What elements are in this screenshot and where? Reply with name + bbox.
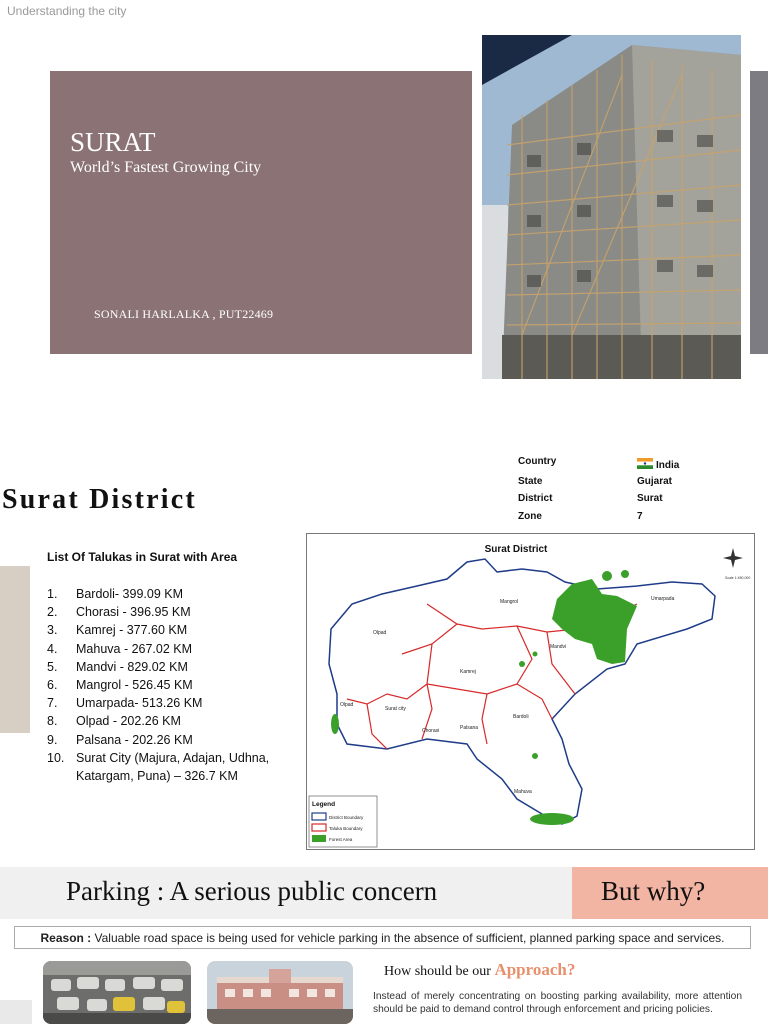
parking-heading: Parking : A serious public concern [66,876,438,906]
legend-label-forest: Forest Area [329,837,353,842]
list-item-number: 9. [47,732,58,747]
list-item-text: Kamrej - 377.60 KM [76,623,188,638]
map-label-olpad: Olpad [373,630,387,636]
map-legend [309,796,377,847]
author-line: SONALI HARLALKA , PUT22469 [94,307,274,321]
map-label-chorasi: Chorasi [422,728,440,734]
list-item [47,621,291,639]
legend-swatch-forest [312,835,326,842]
reason-text: Valuable road space is being used for vehicle parking in the absence of sufficient, planned parking space and services. [91,931,725,945]
list-item-number: 1. [47,587,58,601]
district-map [306,533,755,850]
info-row [518,476,718,492]
info-key: State [518,476,543,487]
map-label-surat-city: Surat city [385,706,406,712]
list-item-text: Surat City (Majura, Adajan, Udhna, Katargam, Puna) – 326.7 KM [76,750,270,784]
list-item-number: 3. [47,623,58,638]
legend-label-district: District Boundary [329,815,364,820]
city-subtitle: World’s Fastest Growing City [70,159,262,176]
info-row [518,493,718,509]
list-item-text: Bardoli- 399.09 KM [76,587,184,601]
info-value [637,458,679,471]
approach-body: Instead of merely concentrating on boosting parking availability, more attention should be paid to demand control through enforcement and pricing policies. [373,991,742,1015]
beige-accent-bar [0,566,30,733]
reason-box [14,926,751,949]
map-label-bardoli: Bardoli [513,714,529,720]
list-item [47,676,291,694]
list-item [47,640,291,658]
list-item-text: Chorasi - 396.95 KM [76,605,191,620]
list-item-text: Mangrol - 526.45 KM [76,678,193,693]
reason-label: Reason : [40,931,92,945]
list-item [47,694,291,712]
info-key: Country [518,456,557,467]
approach-heading [384,960,575,980]
map-scale: Scale 1:450,000 [725,576,751,580]
list-item-number: 4. [47,641,58,656]
list-item-number: 10. [47,750,65,765]
list-item [47,731,291,749]
map-label-mandvi: Mandvi [550,644,567,650]
list-item-number: 7. [47,696,58,711]
info-value: Surat [637,493,663,504]
construction-photo [482,35,741,379]
district-title: Surat District [2,484,197,515]
list-item-number: 2. [47,605,58,620]
list-item [47,712,291,730]
list-item [47,585,291,603]
city-title: SURAT [70,127,156,157]
why-heading: But why? [601,876,706,906]
list-item-number: 8. [47,714,58,729]
taluka-list [47,585,291,785]
map-label-mahuva: Mahuva [514,789,532,795]
list-item-number: 6. [47,678,58,693]
map-label-umarpada: Umarpada [651,596,675,602]
map-label-mangrol: Mangrol [500,599,519,605]
list-item [47,658,291,676]
info-key: Zone [518,511,542,522]
legend-label-taluka: Taluka Boundary [329,826,363,831]
forest-areas [331,570,637,825]
list-item-text: Mandvi - 829.02 KM [76,659,188,674]
india-flag-icon [637,458,653,469]
section-label: Understanding the city [7,4,127,18]
list-item-text: Palsana - 202.26 KM [76,732,193,747]
info-row [518,511,718,527]
list-item [47,603,291,621]
list-item-text: Umarpada- 513.26 KM [76,696,203,711]
map-title: Surat District [484,544,548,555]
info-key: District [518,493,553,504]
list-item-number: 5. [47,659,58,674]
map-label-olpad-coast: Olpad [340,702,354,708]
map-label-palsana: Palsana [460,725,479,731]
info-value: 7 [637,511,643,522]
corner-tab [0,1000,32,1024]
approach-word: Approach? [494,960,576,979]
legend-title: Legend [312,801,336,808]
compass-icon [723,548,743,568]
taluka-list-heading: List Of Talukas in Surat with Area [47,550,238,564]
list-item [47,749,291,785]
approach-prefix: How should be our [384,964,495,979]
building-photo [207,961,353,1024]
map-label-kamrej: Kamrej [460,669,476,675]
list-item-text: Olpad - 202.26 KM [76,714,181,729]
side-accent-bar [750,71,768,354]
traffic-photo [43,961,191,1024]
info-value: Gujarat [637,476,673,487]
info-value-text: India [656,460,680,471]
info-row [518,456,718,472]
list-item-text: Mahuva - 267.02 KM [76,641,193,656]
